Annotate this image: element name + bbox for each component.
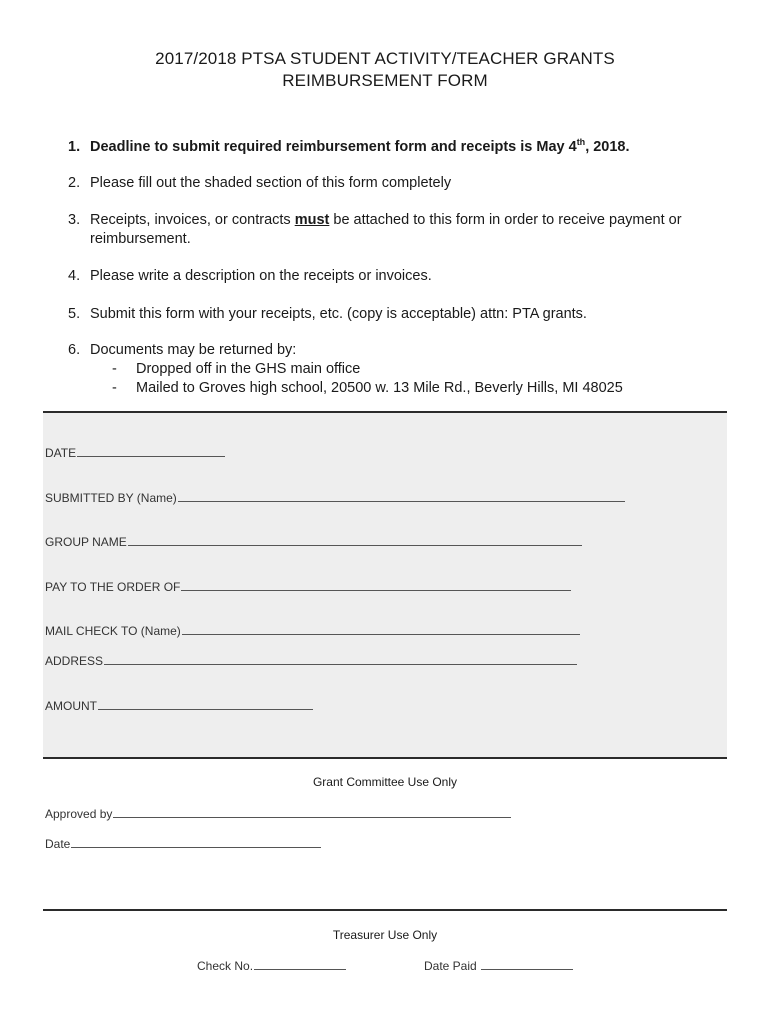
approved-by-field[interactable]: Approved by [45,806,511,821]
date-field[interactable]: DATE [45,445,225,460]
instruction-3: 3. Receipts, invoices, or contracts must be attached to this form in order to receive payment or reimbursement. [68,212,682,247]
amount-field[interactable]: AMOUNT [45,698,313,713]
submitted-by-line[interactable] [178,490,625,502]
return-option-mail: - Mailed to Groves high school, 20500 w. 13 Mile Rd., Beverly Hills, MI 48025 [112,380,623,396]
mail-check-to-field[interactable]: MAIL CHECK TO (Name) [45,623,580,638]
section-divider-bottom [43,909,727,911]
mail-check-to-line[interactable] [182,623,580,635]
address-line[interactable] [104,653,577,665]
committee-date-field[interactable]: Date [45,836,321,851]
instruction-6: 6. Documents may be returned by: [68,342,297,358]
date-paid-line[interactable] [481,958,573,970]
return-option-office: - Dropped off in the GHS main office [112,361,361,377]
pay-to-field[interactable]: PAY TO THE ORDER OF [45,579,571,594]
instruction-4: 4. Please write a description on the receipts or invoices. [68,268,432,284]
address-field[interactable]: ADDRESS [45,653,577,668]
date-paid-field[interactable]: Date Paid [424,958,573,973]
form-title [0,48,770,92]
check-no-field[interactable]: Check No. [197,958,346,973]
check-no-line[interactable] [254,958,346,970]
form-title-line-1: 2017/2018 PTSA STUDENT ACTIVITY/TEACHER GRANTS [155,49,615,68]
instruction-2: 2. Please fill out the shaded section of this form completely [68,175,452,191]
approved-by-line[interactable] [113,806,511,818]
form-title-line-2: REIMBURSEMENT FORM [282,71,488,90]
treasurer-heading: Treasurer Use Only [332,928,438,942]
submitted-by-field[interactable]: SUBMITTED BY (Name) [45,490,625,505]
date-line[interactable] [77,445,225,457]
instruction-1: 1. Deadline to submit required reimbursement form and receipts is May 4th, 2018. [68,137,630,155]
amount-line[interactable] [98,698,313,710]
committee-date-line[interactable] [71,836,321,848]
instruction-5: 5. Submit this form with your receipts, etc. (copy is acceptable) attn: PTA grants. [68,306,587,322]
section-divider-middle [43,757,727,759]
group-name-field[interactable]: GROUP NAME [45,534,582,549]
pay-to-line[interactable] [181,579,571,591]
group-name-line[interactable] [128,534,582,546]
committee-heading: Grant Committee Use Only [312,775,458,789]
